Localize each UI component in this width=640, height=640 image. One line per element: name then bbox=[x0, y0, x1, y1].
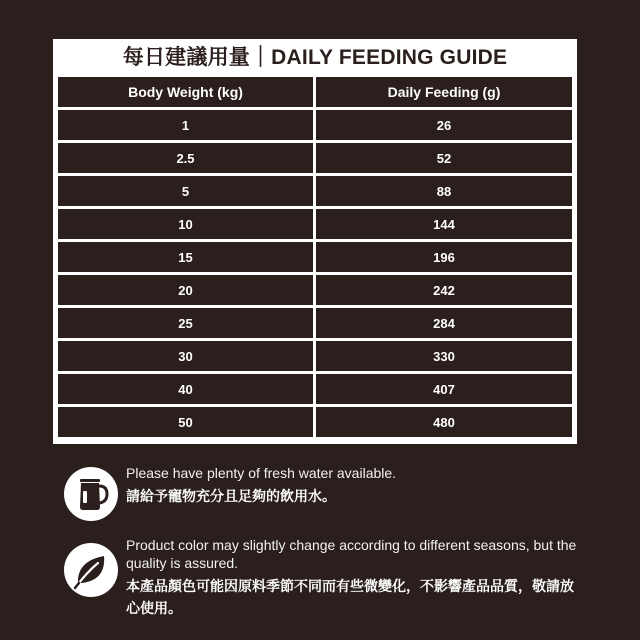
header-body-weight: Body Weight (kg) bbox=[58, 77, 316, 107]
weight-cell: 25 bbox=[58, 308, 316, 338]
water-pitcher-icon bbox=[64, 467, 118, 521]
weight-cell: 40 bbox=[58, 374, 316, 404]
table-row bbox=[58, 374, 572, 404]
table-row bbox=[58, 275, 572, 305]
color-note-zh: 本產品顏色可能因原料季節不同而有些微變化，不影響產品品質，敬請放心使用。 bbox=[126, 578, 574, 616]
feeding-cell: 407 bbox=[316, 374, 572, 404]
header-daily-feeding: Daily Feeding (g) bbox=[316, 77, 572, 107]
feeding-cell: 480 bbox=[316, 407, 572, 437]
weight-cell: 2.5 bbox=[58, 143, 316, 173]
feeding-guide-panel bbox=[53, 39, 577, 444]
weight-cell: 30 bbox=[58, 341, 316, 371]
weight-cell: 20 bbox=[58, 275, 316, 305]
table-header-row bbox=[58, 77, 572, 107]
feeding-cell: 144 bbox=[316, 209, 572, 239]
water-note-zh: 請給予寵物充分且足夠的飲用水。 bbox=[126, 488, 336, 504]
weight-cell: 50 bbox=[58, 407, 316, 437]
water-note bbox=[64, 464, 584, 524]
feeding-cell: 284 bbox=[316, 308, 572, 338]
weight-cell: 10 bbox=[58, 209, 316, 239]
color-note bbox=[64, 536, 584, 619]
feeding-cell: 242 bbox=[316, 275, 572, 305]
water-note-en: Please have plenty of fresh water available. bbox=[126, 465, 397, 481]
guide-title: 每日建議用量｜DAILY FEEDING GUIDE bbox=[122, 46, 508, 69]
table-row bbox=[58, 242, 572, 272]
table-row bbox=[58, 143, 572, 173]
table-row bbox=[58, 209, 572, 239]
feeding-cell: 330 bbox=[316, 341, 572, 371]
leaf-icon bbox=[64, 543, 118, 597]
table-row bbox=[58, 176, 572, 206]
table-row bbox=[58, 308, 572, 338]
table-row bbox=[58, 110, 572, 140]
table-row bbox=[58, 407, 572, 437]
feeding-cell: 196 bbox=[316, 242, 572, 272]
feeding-cell: 52 bbox=[316, 143, 572, 173]
color-note-en: Product color may slightly change according to different seasons, but the quality is assured. bbox=[126, 537, 577, 571]
feeding-cell: 26 bbox=[316, 110, 572, 140]
weight-cell: 5 bbox=[58, 176, 316, 206]
notes-section bbox=[64, 464, 584, 619]
weight-cell: 15 bbox=[58, 242, 316, 272]
feeding-table bbox=[58, 74, 572, 440]
table-row bbox=[58, 341, 572, 371]
weight-cell: 1 bbox=[58, 110, 316, 140]
feeding-cell: 88 bbox=[316, 176, 572, 206]
